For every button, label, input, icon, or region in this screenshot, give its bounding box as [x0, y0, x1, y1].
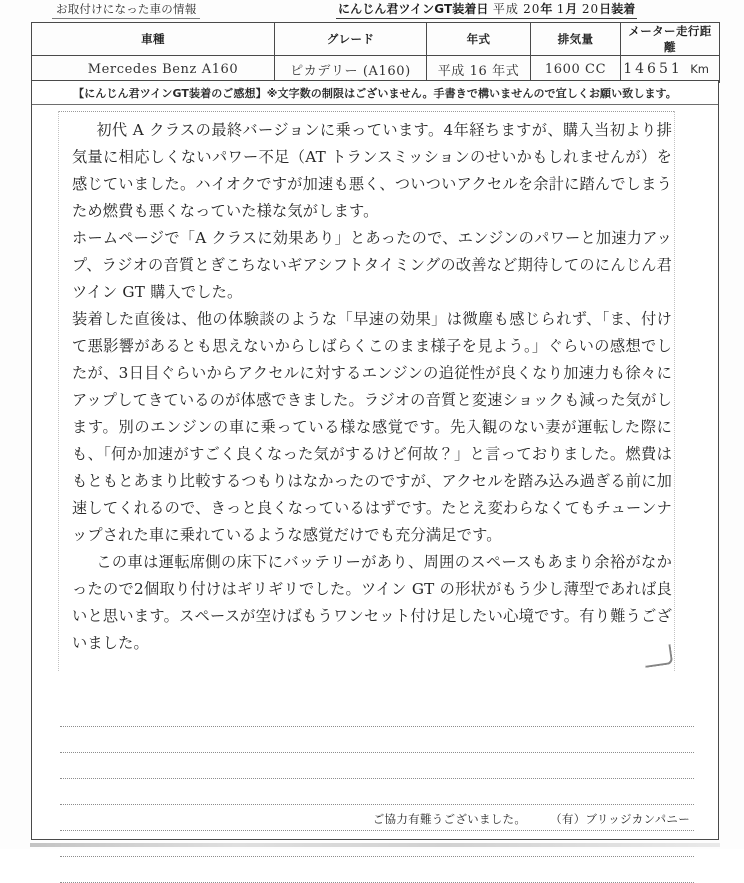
section-label: お取付けになった車の情報 — [52, 1, 200, 19]
footer-thanks: ご協力有難うございました。 — [372, 812, 527, 826]
vehicle-info-table — [31, 22, 720, 83]
column-header-odometer: メーター走行距離 — [621, 23, 720, 56]
value-displacement: 1600 CC — [531, 56, 621, 83]
notice-bar: 【にんじん君ツインGT装着のご感想】※文字数の制限はございません。手書きで構いませんので宜しくお願い致します。 — [32, 85, 718, 105]
table-value-row — [32, 56, 720, 83]
install-date-label: にんじん君ツインGT装着日 — [338, 2, 489, 16]
value-odometer — [621, 56, 720, 83]
install-day-suffix: 日装着 — [599, 2, 636, 16]
testimonial-paragraph: 装着した直後は、他の体験談のような「早速の効果」は微塵も感じられず、「ま、付けて悪影響があるとも思えないからしばらくこのまま様子を見よう。」ぐらいの感想でしたが、3日目ぐらいからアクセルに対するエンジンの追従性が良くなり加速力も徐々にアップしてきているのが体感できました。ラジオの音質と変速ショックも減った気がします。別のエンジンの車に乗っている様な感覚です。先入観のない妻が運転した際にも、「何か加速がすごく良くなった気がするけど何故？」と言っておりました。燃費はもともとあまり比較するつもりはなかったのですが、アクセルを踏み込み過ぎる前に加速してくれるので、きっと良くなっているはずです。たとえ変わらなくてもチューンナップされた車に乗れているような感覚だけでも充分満足です。 — [72, 310, 672, 544]
blank-rule-line — [60, 857, 694, 883]
value-model: Mercedes Benz A160 — [32, 56, 275, 83]
guide-rule-top — [58, 111, 674, 112]
install-date-line — [336, 0, 637, 19]
column-header-model: 車種 — [32, 23, 275, 56]
odometer-number: 14651 — [623, 61, 683, 77]
install-day: 20 — [581, 2, 600, 16]
column-header-year: 年式 — [427, 23, 531, 56]
install-year: 20 — [523, 2, 541, 16]
odometer-unit: Km — [690, 62, 709, 76]
blank-rule-line — [60, 779, 694, 805]
testimonial-body — [72, 117, 672, 657]
install-year-unit: 年 — [540, 2, 553, 16]
table-header-row — [32, 23, 720, 56]
blank-rule-line — [60, 753, 694, 779]
footer-company: （有）ブリッジカンパニー — [550, 812, 690, 826]
column-header-displacement: 排気量 — [531, 23, 621, 56]
value-year: 平成 16 年式 — [427, 56, 531, 83]
blank-rule-line — [60, 727, 694, 753]
guide-rule-right — [674, 111, 675, 671]
scan-edge-shadow — [30, 843, 720, 847]
value-grade: ピカデリー (A160) — [275, 56, 427, 83]
testimonial-paragraph: ホームページで「A クラスに効果あり」とあったので、エンジンのパワーと加速力アップ、ラジオの音質とぎこちないギアシフトタイミングの改善など期待してのにんじん君ツイン GT 購入でした。 — [72, 229, 672, 301]
testimonial-paragraph: 初代 A クラスの最終バージョンに乗っています。4年経ちますが、購入当初より排気量に相応しくないパワー不足（AT トランスミッションのせいかもしれませんが）を感じていました。ハイオクですが加速も悪く、ついついアクセルを余計に踏んでしまうため燃費も悪くなっていた様な気がします。 — [72, 121, 672, 220]
blank-rule-line — [60, 701, 694, 727]
install-era: 平成 — [492, 2, 519, 16]
testimonial-paragraph: この車は運転席側の床下にバッテリーがあり、周囲のスペースもあまり余裕がなかったので2個取り付けはギリギリでした。ツイン GT の形状がもう少し薄型であれば良いと思います。スペースが空けばもうワンセット付け足したい心境です。有り難うございました。 — [72, 553, 672, 652]
column-header-grade: グレード — [275, 23, 427, 56]
blank-ruled-lines — [60, 701, 694, 883]
install-month-unit: 月 — [565, 2, 578, 16]
pen-mark-artifact — [643, 644, 674, 668]
guide-rule-left — [58, 111, 59, 671]
install-month: 1 — [556, 2, 566, 16]
footer-line — [373, 811, 690, 827]
feedback-frame — [31, 80, 719, 840]
